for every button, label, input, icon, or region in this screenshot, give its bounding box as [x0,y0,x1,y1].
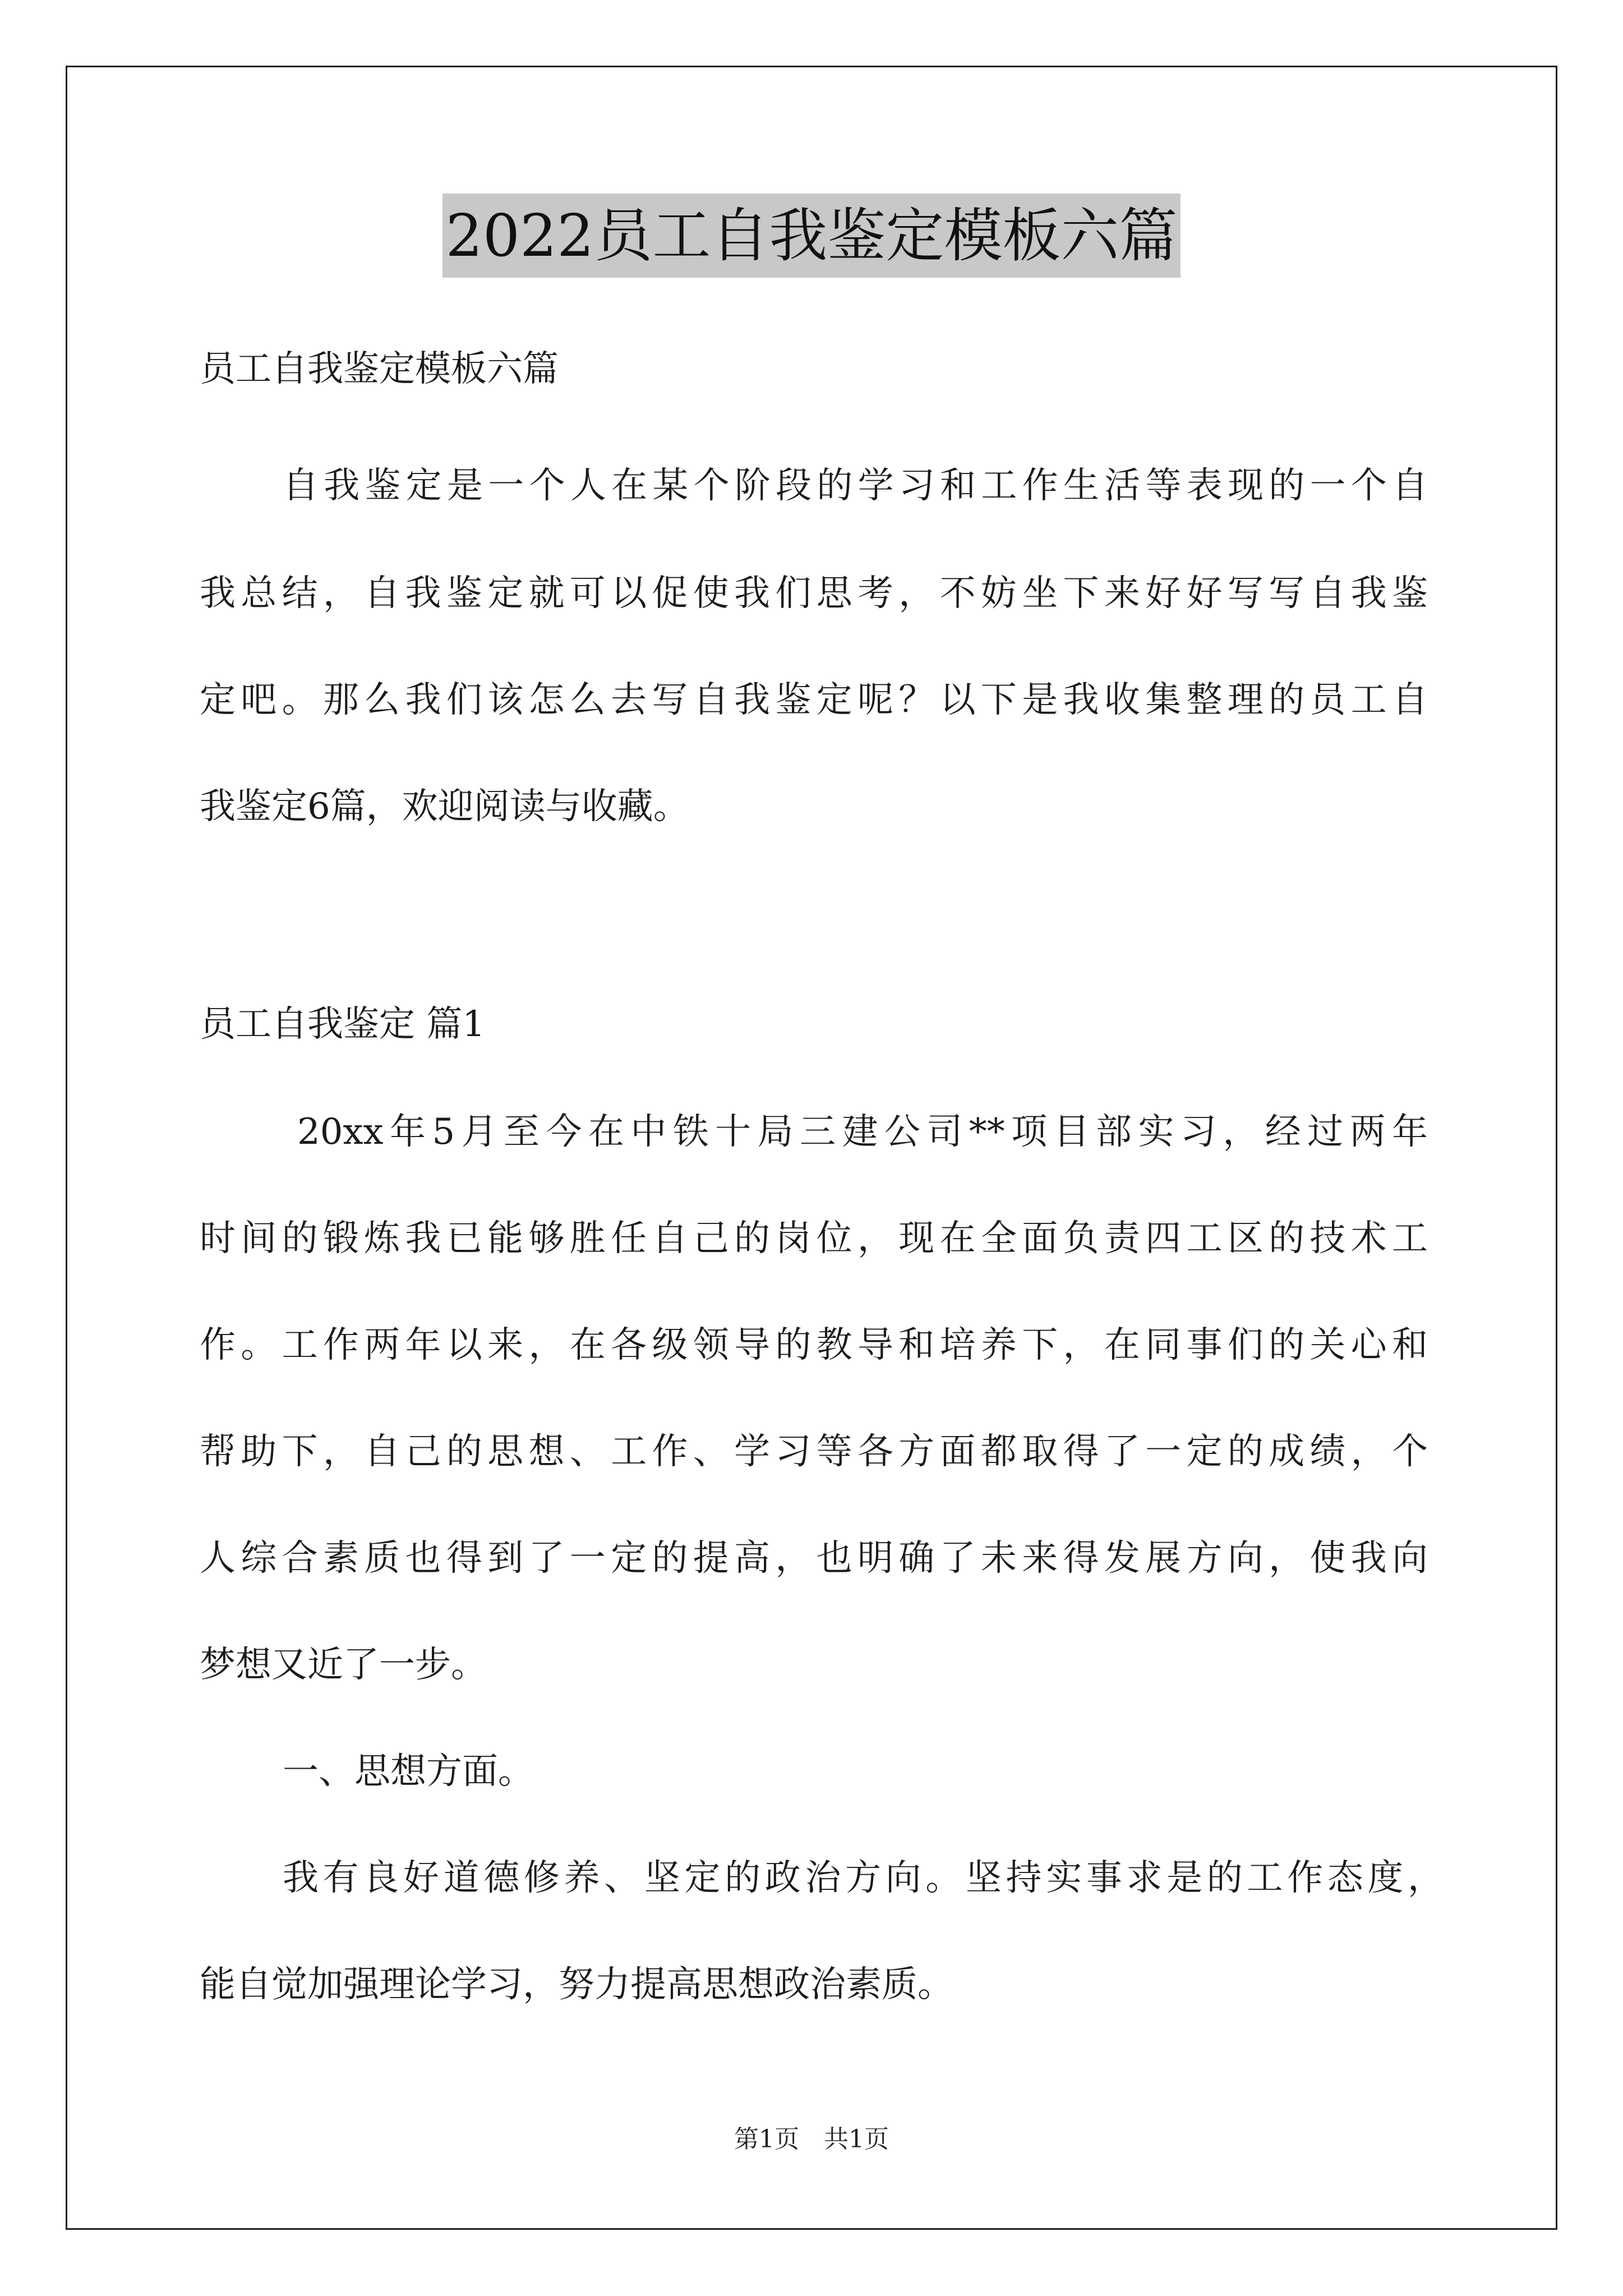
intro-line-3: 定吧。那么我们该怎么去写自我鉴定呢？以下是我收集整理的员工自 [200,679,1428,721]
page-footer [0,2123,1623,2156]
document-subtitle: 员工自我鉴定模板六篇 [200,348,559,390]
page-number-total: 共1页 [824,2125,889,2154]
section1-para1-line-5: 人综合素质也得到了一定的提高，也明确了未来得发展方向，使我向 [200,1538,1428,1579]
section1-para1-line-1: 20xx年5月至今在中铁十局三建公司**项目部实习，经过两年 [297,1111,1428,1153]
section1-heading: 员工自我鉴定 篇1 [200,1004,486,1045]
document-title: 2022员工自我鉴定模板六篇 [442,194,1181,278]
section1-subheading: 一、思想方面。 [283,1751,534,1792]
section1-para2-line-2: 能自觉加强理论学习，努力提高思想政治素质。 [200,1964,953,2005]
page-number-current: 第1页 [734,2125,799,2154]
section1-para1-line-4: 帮助下，自己的思想、工作、学习等各方面都取得了一定的成绩，个 [200,1431,1428,1473]
intro-line-4: 我鉴定6篇，欢迎阅读与收藏。 [200,786,689,827]
intro-line-2: 我总结，自我鉴定就可以促使我们思考，不妨坐下来好好写写自我鉴 [200,573,1428,614]
section1-para1-line-6: 梦想又近了一步。 [200,1644,487,1686]
intro-line-1: 自我鉴定是一个人在某个阶段的学习和工作生活等表现的一个自 [283,465,1428,507]
title-container [0,194,1623,278]
section1-para1-line-3: 作。工作两年以来，在各级领导的教导和培养下，在同事们的关心和 [200,1324,1428,1366]
section1-para1-line-2: 时间的锻炼我已能够胜任自己的岗位，现在全面负责四工区的技术工 [200,1218,1428,1259]
section1-para2-line-1: 我有良好道德修养、坚定的政治方向。坚持实事求是的工作态度， [283,1857,1444,1899]
